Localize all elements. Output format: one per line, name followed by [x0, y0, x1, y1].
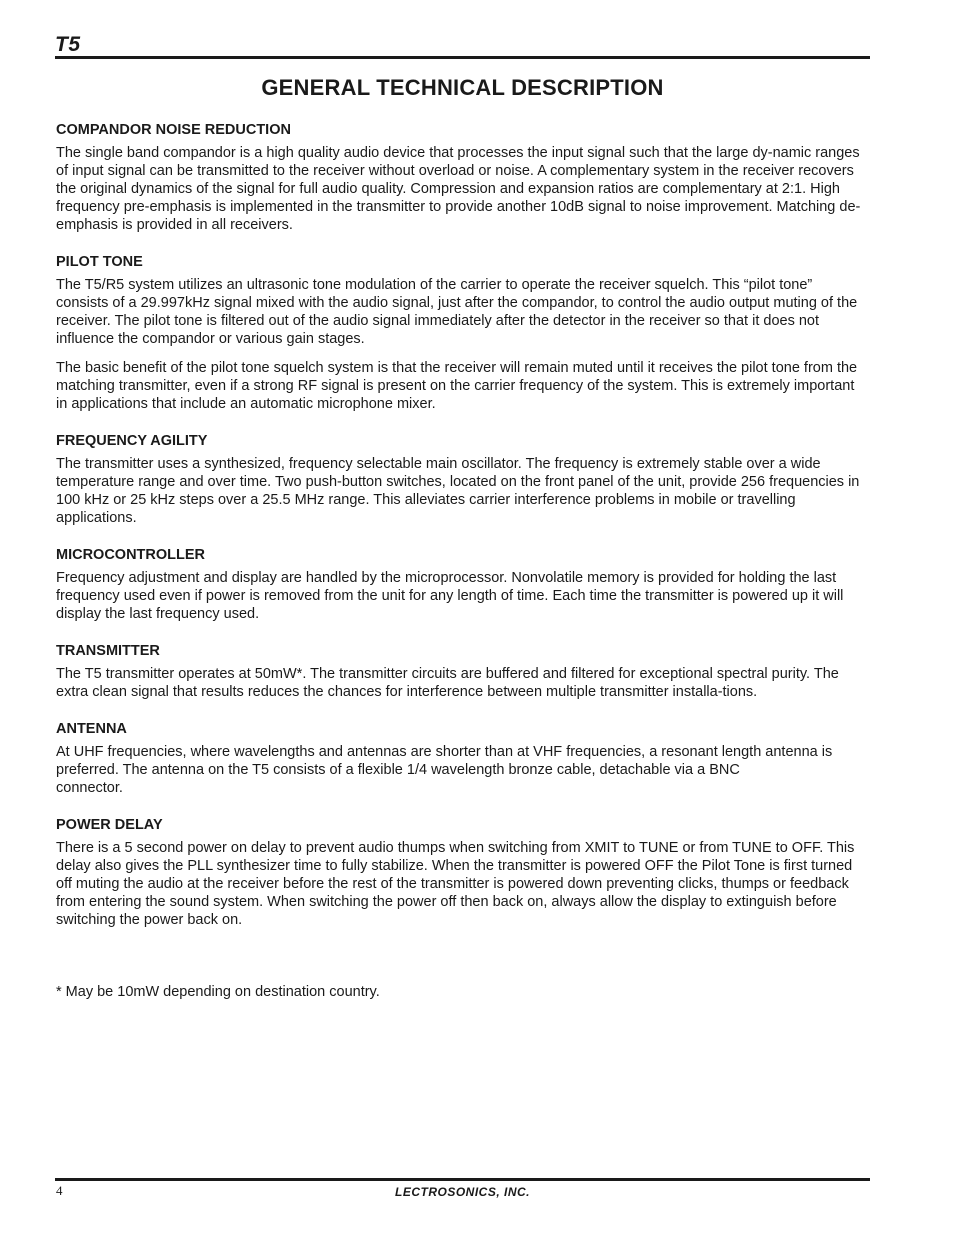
section-heading: COMPANDOR NOISE REDUCTION — [56, 122, 291, 138]
section-antenna — [56, 721, 868, 797]
page-title: GENERAL TECHNICAL DESCRIPTION — [261, 75, 664, 100]
section-microcontroller — [56, 547, 868, 623]
section-heading: MICROCONTROLLER — [56, 547, 206, 563]
header-product-mark: T5 — [55, 33, 81, 56]
section-pilot-tone — [56, 254, 868, 413]
header-rule — [55, 56, 870, 59]
section-heading: ANTENNA — [56, 721, 127, 737]
section-frequency-agility — [56, 433, 868, 527]
footnote: * May be 10mW depending on destination country. — [56, 984, 380, 1000]
section-heading: PILOT TONE — [56, 254, 143, 270]
section-compandor-noise-reduction — [56, 122, 868, 234]
section-paragraph: The T5 transmitter operates at 50mW*. The transmitter circuits are buffered and filtered for exceptional spectral purity. The extra clean signal that results reduces the chances for interference between multiple transmitter installa-tions. — [56, 666, 839, 700]
section-power-delay — [56, 817, 868, 929]
page-number: 4 — [56, 1183, 63, 1198]
footer-rule — [55, 1178, 870, 1181]
section-heading: POWER DELAY — [56, 817, 163, 833]
section-paragraph: At UHF frequencies, where wavelengths and antennas are shorter than at VHF frequencies, a resonant length antenna is preferred. The antenna on the T5 consists of a flexible 1/4 wavelength bronze cable, detachable via a BNC connector. — [56, 744, 833, 796]
section-paragraph: The T5/R5 system utilizes an ultrasonic tone modulation of the carrier to operate the receiver squelch. This “pilot tone” consists of a 29.997kHz signal mixed with the audio signal, just after the compandor, to control the audio output muting of the receiver. The pilot tone is filtered out of the audio signal immediately after the detector in the receiver so that it does not influence the compandor or various gain stages. — [56, 277, 858, 347]
section-paragraph: There is a 5 second power on delay to prevent audio thumps when switching from XMIT to TUNE or from TUNE to OFF. This delay also gives the PLL synthesizer time to fully stabilize. When the transmitter is powered OFF the Pilot Tone is first turned off muting the audio at the receiver before the rest of the transmitter is powered down preventing clicks, thumps or feedback from entering the sound system. When switching the power off then back on, always allow the display to extinguish before switching the power back on. — [56, 840, 855, 928]
section-paragraph: The basic benefit of the pilot tone squelch system is that the receiver will remain muted until it receives the pilot tone from the matching transmitter, even if a strong RF signal is present on the carrier frequency of the system. This is extremely important in applications that include an automatic microphone mixer. — [56, 360, 858, 412]
section-heading: FREQUENCY AGILITY — [56, 433, 208, 449]
section-paragraph: The transmitter uses a synthesized, frequency selectable main oscillator. The frequency is extremely stable over a wide temperature range and over time. Two push-button switches, located on the front panel of the unit, provide 256 frequencies in 100 kHz or 25 kHz steps over a 25.5 MHz range. This alleviates carrier interference problems in mobile or travelling applications. — [56, 456, 860, 526]
section-paragraph: Frequency adjustment and display are handled by the microprocessor. Nonvolatile memory is provided for holding the last frequency used even if power is removed from the unit for any length of time. Each time the transmitter is powered up it will display the last frequency used. — [56, 570, 844, 622]
footer-brand: LECTROSONICS, INC. — [394, 1185, 530, 1199]
section-paragraph: The single band compandor is a high quality audio device that processes the input signal such that the large dy-namic ranges of input signal can be transmitted to the receiver without overload or noise. A complementary system in the receiver recovers the original dynamics of the signal for full audio quality. Compression and expansion ratios are complementary at 2:1. High frequency pre-emphasis is implemented in the transmitter to provide another 10dB signal to noise improvement. Matching de-emphasis is provided in all receivers. — [56, 145, 861, 233]
document-body — [56, 122, 868, 949]
section-transmitter — [56, 643, 868, 701]
section-heading: TRANSMITTER — [56, 643, 160, 659]
